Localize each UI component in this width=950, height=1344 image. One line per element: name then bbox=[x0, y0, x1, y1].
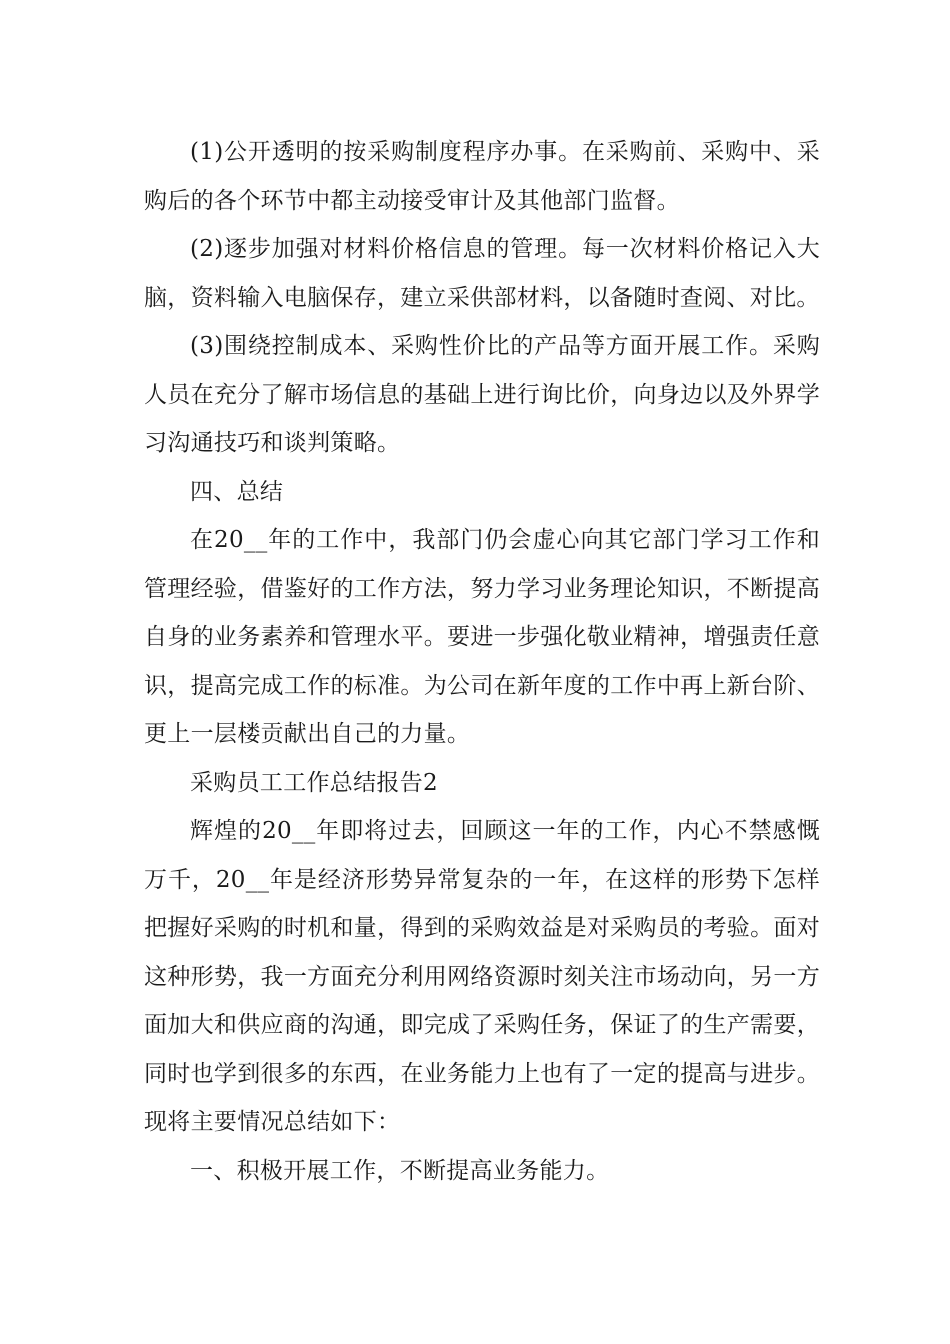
section-heading-summary: 四、总结 bbox=[190, 478, 284, 505]
paragraph-report-intro: 辉煌的20__年即将过去，回顾这一年的工作，内心不禁感慨万千，20__年是经济形势异常复杂的一年，在这样的形势下怎样把握好采购的时机和量，得到的采购效益是对采购员的考验。面对这种形势，我一方面充分利用网络资源时刻关注市场动向，另一方面加大和供应商的沟通，即完成了采购任务，保证了的生产需要，同时也学到很多的东西，在业务能力上也有了一定的提高与进步。现将主要情况总结如下： bbox=[144, 818, 820, 1135]
paragraph-cost-control: (3)围绕控制成本、采购性价比的产品等方面开展工作。采购人员在充分了解市场信息的基础上进行询比价，向身边以及外界学习沟通技巧和谈判策略。 bbox=[144, 333, 820, 456]
paragraph-price-information: (2)逐步加强对材料价格信息的管理。每一次材料价格记入大脑，资料输入电脑保存，建立采供部材料，以备随时查阅、对比。 bbox=[144, 236, 820, 311]
section-heading-work: 一、积极开展工作，不断提高业务能力。 bbox=[190, 1157, 610, 1184]
report-title-2: 采购员工工作总结报告2 bbox=[190, 769, 438, 796]
document-body bbox=[144, 128, 820, 1195]
paragraph-procurement-transparency: (1)公开透明的按采购制度程序办事。在采购前、采购中、采购后的各个环节中都主动接受审计及其他部门监督。 bbox=[144, 139, 820, 214]
paragraph-summary: 在20__年的工作中，我部门仍会虚心向其它部门学习工作和管理经验，借鉴好的工作方法，努力学习业务理论知识，不断提高自身的业务素养和管理水平。要进一步强化敬业精神，增强责任意识，提高完成工作的标准。为公司在新年度的工作中再上新台阶、更上一层楼贡献出自己的力量。 bbox=[144, 527, 820, 747]
